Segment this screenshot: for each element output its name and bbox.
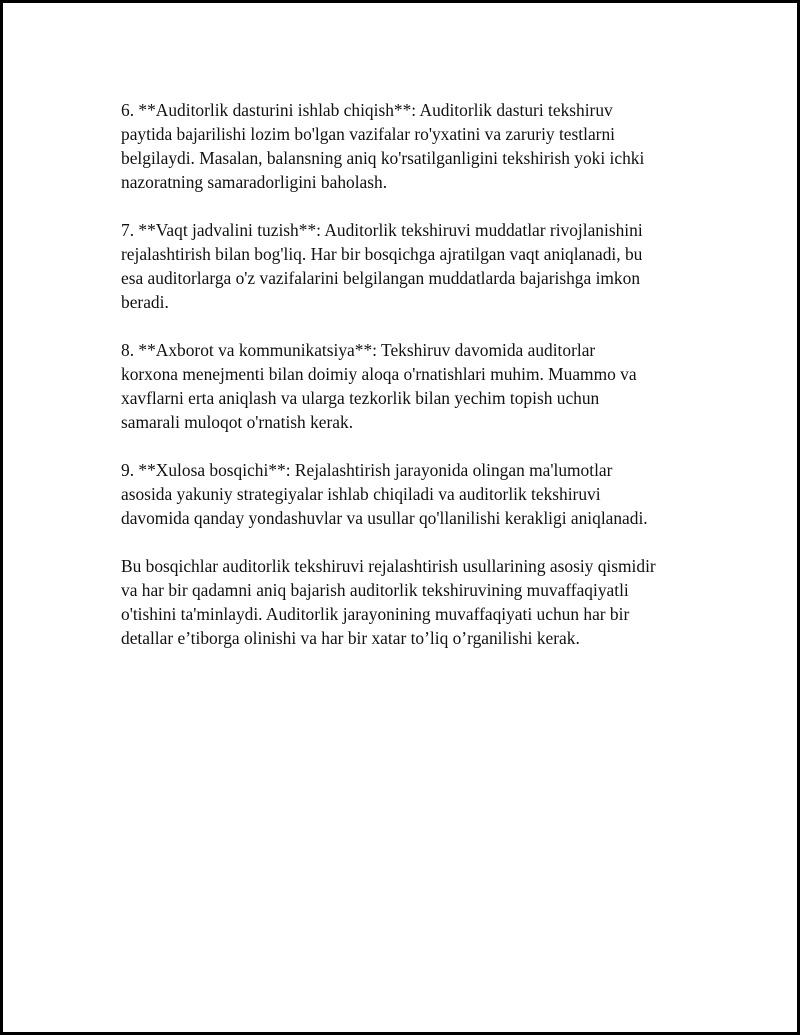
text-line: 8. **Axborot va kommunikatsiya**: Tekshiruv davomida auditorlar bbox=[121, 340, 596, 360]
text-line: va har bir qadamni aniq bajarish auditorlik tekshiruvining muvaffaqiyatli bbox=[121, 580, 629, 600]
paragraph-time-schedule bbox=[121, 218, 701, 314]
text-line: 9. **Xulosa bosqichi**: Rejalashtirish jarayonida olingan ma'lumotlar bbox=[121, 460, 613, 480]
paragraph-communication bbox=[121, 338, 701, 434]
text-line: 7. **Vaqt jadvalini tuzish**: Auditorlik tekshiruvi muddatlar rivojlanishini bbox=[121, 220, 643, 240]
text-line: davomida qanday yondashuvlar va usullar qo'llanilishi kerakligi aniqlanadi. bbox=[121, 508, 648, 528]
text-line: 6. **Auditorlik dasturini ishlab chiqish**: Auditorlik dasturi tekshiruv bbox=[121, 100, 613, 120]
text-line: paytida bajarilishi lozim bo'lgan vazifalar ro'yxatini va zaruriy testlarni bbox=[121, 124, 615, 144]
paragraph-conclusion-stage bbox=[121, 458, 701, 530]
text-line: belgilaydi. Masalan, balansning aniq ko'rsatilganligini tekshirish yoki ichki bbox=[121, 148, 645, 168]
text-line: Bu bosqichlar auditorlik tekshiruvi rejalashtirish usullarining asosiy qismidir bbox=[121, 556, 656, 576]
text-line: asosida yakuniy strategiyalar ishlab chiqiladi va auditorlik tekshiruvi bbox=[121, 484, 601, 504]
paragraph-summary bbox=[121, 554, 701, 650]
text-line: beradi. bbox=[121, 292, 169, 312]
text-line: korxona menejmenti bilan doimiy aloqa o'rnatishlari muhim. Muammo va bbox=[121, 364, 637, 384]
text-line: rejalashtirish bilan bog'liq. Har bir bosqichga ajratilgan vaqt aniqlanadi, bu bbox=[121, 244, 643, 264]
document-body bbox=[121, 98, 701, 650]
text-line: detallar e’tiborga olinishi va har bir xatar to’liq o’rganilishi kerak. bbox=[121, 628, 580, 648]
text-line: esa auditorlarga o'z vazifalarini belgilangan muddatlarda bajarishga imkon bbox=[121, 268, 641, 288]
paragraph-audit-program bbox=[121, 98, 701, 194]
text-line: samarali muloqot o'rnatish kerak. bbox=[121, 412, 354, 432]
text-line: xavflarni erta aniqlash va ularga tezkorlik bilan yechim topish uchun bbox=[121, 388, 600, 408]
text-line: nazoratning samaradorligini baholash. bbox=[121, 172, 388, 192]
text-line: o'tishini ta'minlaydi. Auditorlik jarayonining muvaffaqiyati uchun har bir bbox=[121, 604, 630, 624]
